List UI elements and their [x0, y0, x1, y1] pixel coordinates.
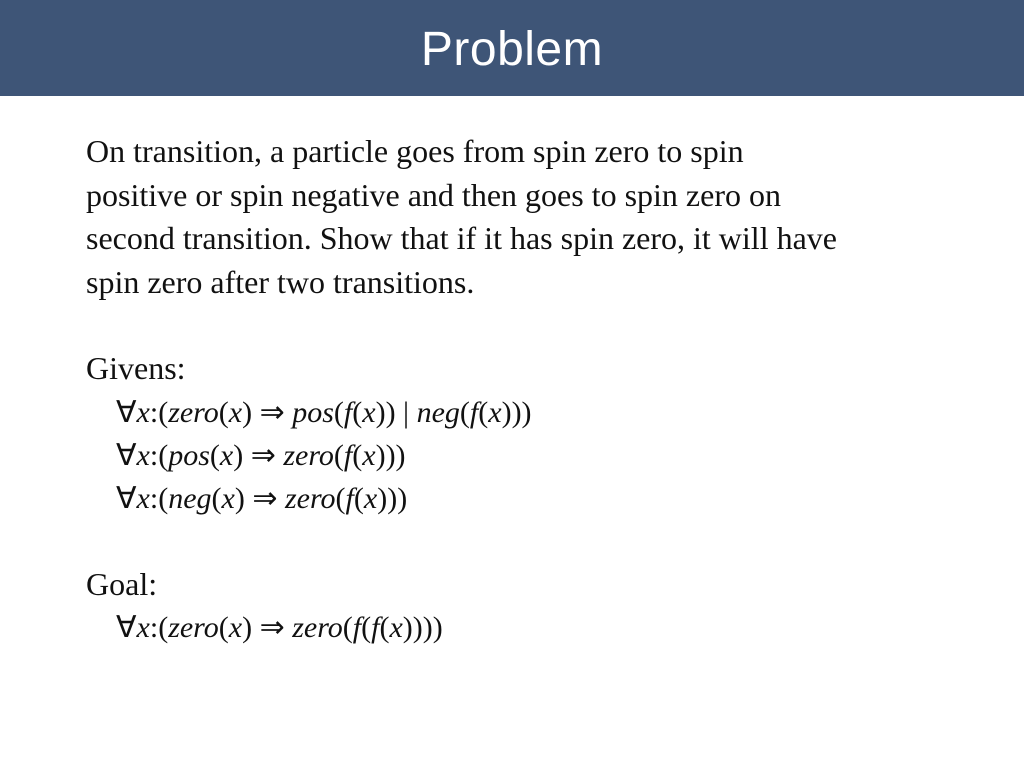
- given-formula-2: ∀x:(pos(x) ⇒ zero(f(x))): [116, 438, 406, 472]
- slide-body: [86, 130, 966, 649]
- goal-formula: ∀x:(zero(x) ⇒ zero(f(f(x)))): [116, 611, 443, 644]
- problem-line-3: second transition. Show that if it has spin zero, it will have: [86, 220, 837, 256]
- title-bar: [0, 0, 1024, 96]
- slide-title: Problem: [420, 22, 604, 76]
- given-formula-3: ∀x:(neg(x) ⇒ zero(f(x))): [116, 481, 408, 515]
- spacer: [86, 304, 966, 347]
- spacer: [86, 520, 966, 563]
- goal-heading: Goal:: [86, 565, 158, 602]
- problem-line-1: On transition, a particle goes from spin zero to spin: [86, 133, 744, 169]
- problem-line-2: positive or spin negative and then goes to spin zero on: [86, 176, 781, 213]
- givens-heading: Givens:: [86, 350, 186, 386]
- given-formula-1: ∀x:(zero(x) ⇒ pos(f(x)) | neg(f(x))): [116, 395, 532, 429]
- problem-line-4: spin zero after two transitions.: [86, 263, 475, 300]
